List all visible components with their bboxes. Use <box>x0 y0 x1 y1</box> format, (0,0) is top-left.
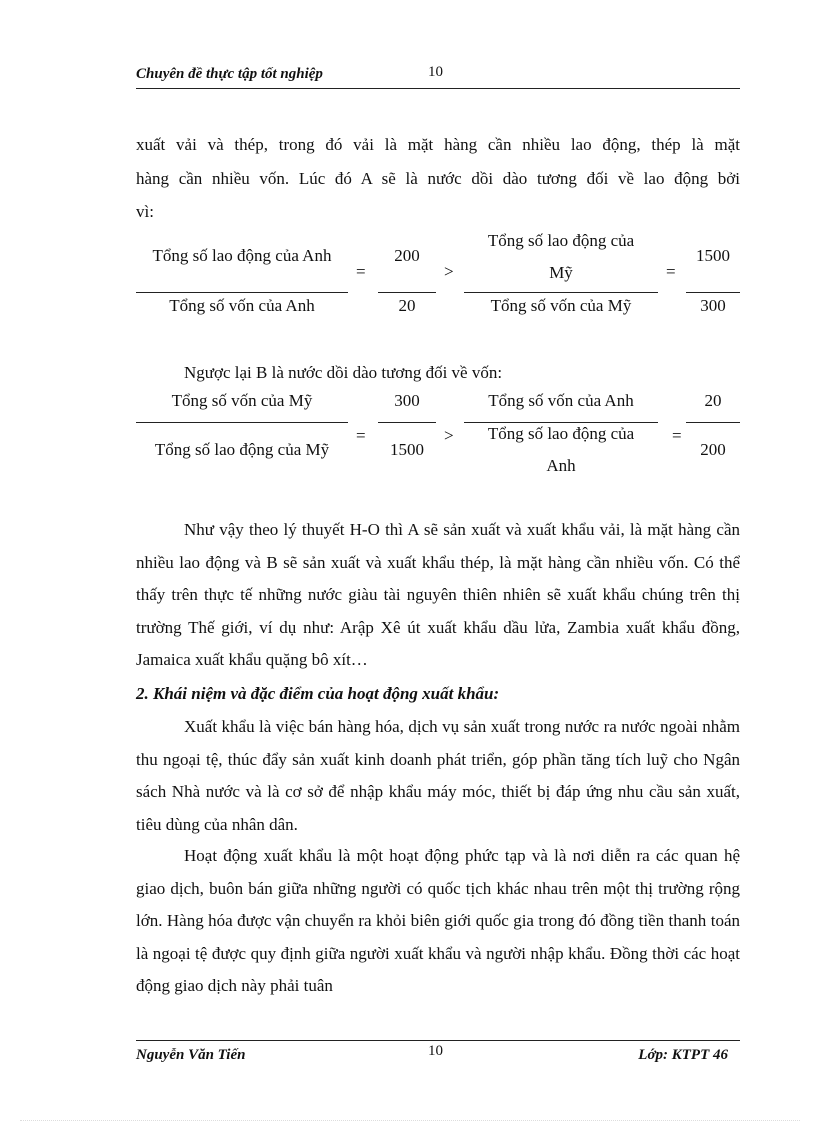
f2-left-numerator: Tổng số vốn của Mỹ <box>171 391 313 410</box>
f1-left-denominator: Tổng số vốn của Anh <box>169 296 315 315</box>
f1-right-fraction-bar <box>464 292 658 293</box>
f2-result-fraction-bar <box>686 422 740 423</box>
f1-left-numerator: Tổng số lao động của Anh <box>152 246 332 265</box>
f2-mid-numerator: 300 <box>394 391 420 410</box>
f1-right-numerator-line2: Mỹ <box>549 263 573 282</box>
footer-class-label: Lớp: KTPT 46 <box>638 1047 728 1063</box>
f2-equals-2: = <box>672 426 682 445</box>
f1-mid-denominator: 20 <box>398 296 416 315</box>
paragraph-export-definition: Xuất khẩu là việc bán hàng hóa, dịch vụ sản xuất trong nước ra nước ngoài nhằm thu ngoại tệ, thúc đẩy sản xuất kinh doanh phát triển, góp phần tăng tích luỹ cho Ngân sách Nhà nước và là cơ sở để nhập khẩu máy móc, thiết bị đáp ứng nhu cầu sản xuất, tiêu dùng của nhân dân. <box>136 717 740 834</box>
f1-result-fraction-bar <box>686 292 740 293</box>
f2-greater-than: > <box>444 426 454 445</box>
f1-equals-2: = <box>666 262 676 281</box>
paragraph-ho-theory: Như vậy theo lý thuyết H-O thì A sẽ sản xuất và xuất khẩu vải, là mặt hàng cần nhiều lao động và B sẽ sản xuất và xuất khẩu thép, là mặt hàng cần nhiều vốn. Có thể thấy trên thực tế những nước giàu tài nguyên thiên nhiên sẽ xuất khẩu chúng trên thị trường Thế giới, ví dụ như: Arập Xê út xuất khẩu dầu lửa, Zambia xuất khẩu đồng, Jamaica xuất khẩu quặng bô xít… <box>136 520 740 669</box>
f2-right-denominator-line1: Tổng số lao động của <box>487 424 635 443</box>
section-heading-2: 2. Khái niệm và đặc điểm của hoạt động xuất khẩu: <box>136 684 500 703</box>
f1-result-numerator: 1500 <box>696 246 730 265</box>
f2-right-numerator: Tổng số vốn của Anh <box>488 391 634 410</box>
header-title: Chuyên đề thực tập tốt nghiệp <box>136 66 323 82</box>
footer-page-number: 10 <box>428 1043 443 1059</box>
intro-line-2: hàng cần nhiều vốn. Lúc đó A sẽ là nước dồi dào tương đối về lao động bởi <box>136 169 740 188</box>
f2-equals-1: = <box>356 426 366 445</box>
page-bottom-divider <box>20 1120 800 1121</box>
f2-result-numerator: 20 <box>704 391 722 410</box>
f2-mid-denominator: 1500 <box>390 440 424 459</box>
formula-2-intro: Ngược lại B là nước dồi dào tương đối về vốn: <box>184 363 503 382</box>
f1-right-denominator: Tổng số vốn của Mỹ <box>490 296 632 315</box>
f1-greater-than: > <box>444 262 454 281</box>
page-header <box>136 62 740 89</box>
f1-mid-numerator: 200 <box>394 246 420 265</box>
f1-right-numerator-line1: Tổng số lao động của <box>487 231 635 250</box>
f2-left-fraction-bar <box>136 422 348 423</box>
f1-mid-fraction-bar <box>378 292 436 293</box>
f2-left-denominator: Tổng số lao động của Mỹ <box>154 440 330 459</box>
header-page-number: 10 <box>428 64 443 80</box>
f2-result-denominator: 200 <box>700 440 726 459</box>
f2-mid-fraction-bar <box>378 422 436 423</box>
footer-author: Nguyễn Văn Tiến <box>136 1047 246 1063</box>
intro-line-3: vì: <box>136 202 154 221</box>
f1-equals-1: = <box>356 262 366 281</box>
page-footer <box>136 1040 740 1071</box>
intro-line-1: xuất vải và thép, trong đó vải là mặt hàng cần nhiều lao động, thép là mặt <box>136 135 740 154</box>
paragraph-export-characteristics: Hoạt động xuất khẩu là một hoạt động phức tạp và là nơi diễn ra các quan hệ giao dịch, buôn bán giữa những người có quốc tịch khác nhau trên một thị trường rộng lớn. Hàng hóa được vận chuyển ra khỏi biên giới quốc gia trong đó đồng tiền thanh toán là ngoại tệ được quy định giữa người xuất khẩu và người nhập khẩu. Đồng thời các hoạt động giao dịch này phải tuân <box>136 846 740 995</box>
f1-result-denominator: 300 <box>700 296 726 315</box>
f2-right-fraction-bar <box>464 422 658 423</box>
f1-left-fraction-bar <box>136 292 348 293</box>
f2-right-denominator-line2: Anh <box>546 456 576 475</box>
